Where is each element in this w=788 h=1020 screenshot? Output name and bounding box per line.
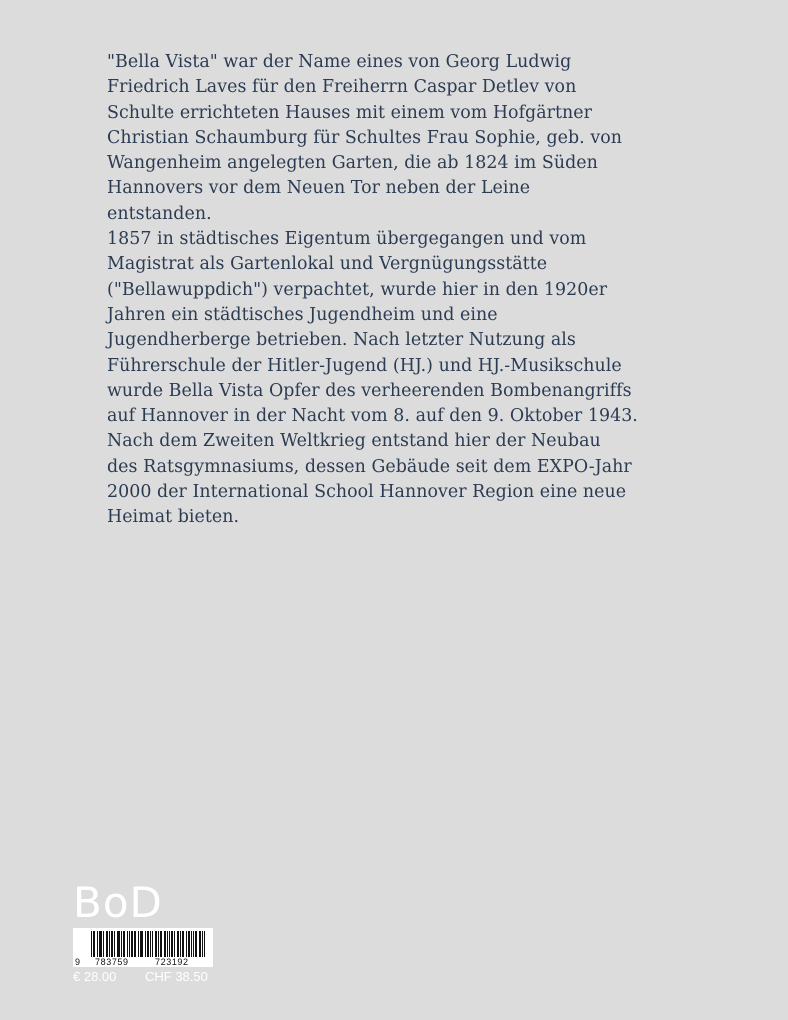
price-chf: CHF 38.50: [145, 969, 208, 984]
barcode-bar: [199, 931, 200, 957]
blurb-line: Heimat bieten.: [107, 507, 240, 528]
barcode-bar: [118, 931, 119, 957]
barcode-bar: [141, 931, 142, 957]
blurb-line: Nach dem Zweiten Weltkrieg entstand hier der Neubau: [107, 431, 601, 452]
barcode-bar: [172, 931, 173, 957]
blurb-line: Magistrat als Gartenlokal und Vergnügungsstätte: [107, 254, 548, 275]
blurb-line: wurde Bella Vista Opfer des verheerenden Bombenangriffs: [107, 380, 632, 401]
barcode-bar: [183, 931, 184, 957]
barcode-bar: [140, 931, 141, 957]
blurb-line: entstanden.: [107, 203, 212, 224]
barcode-bar: [191, 931, 192, 957]
barcode-bar: [177, 931, 178, 957]
barcode-bar: [119, 931, 120, 957]
blurb-line: ("Bellawuppdich") verpachtet, wurde hier in den 1920er: [107, 279, 608, 300]
blurb-line: Hannovers vor dem Neuen Tor neben der Leine: [107, 178, 531, 199]
barcode-bar: [165, 931, 166, 957]
barcode-bar: [148, 931, 149, 957]
publisher-logo: BoD: [73, 878, 163, 927]
blurb-line: Christian Schaumburg für Schultes Frau Sophie, geb. von: [107, 127, 622, 148]
barcode-bar: [193, 931, 194, 957]
barcode-bar: [200, 931, 201, 957]
barcode-bar: [114, 931, 115, 957]
barcode-bar: [178, 931, 179, 957]
blurb-line: 2000 der International School Hannover Region eine neue: [107, 482, 627, 503]
barcode-bar: [99, 931, 100, 957]
barcode-bar: [93, 931, 94, 957]
barcode-bar: [195, 931, 196, 957]
barcode-bar: [123, 931, 124, 957]
barcode-bar: [160, 931, 161, 957]
barcode-bar: [134, 931, 135, 957]
barcode-graphic: [73, 928, 213, 967]
blurb-line: auf Hannover in der Nacht vom 8. auf den 9. Oktober 1943.: [107, 406, 638, 427]
barcode-bar: [103, 931, 104, 957]
barcode-bar: [156, 931, 157, 957]
barcode-bar: [204, 931, 205, 957]
barcode-bar: [147, 931, 148, 957]
barcode-bar: [112, 931, 113, 957]
barcode-bar: [129, 931, 130, 957]
barcode-bar: [171, 931, 172, 957]
barcode-bar: [150, 931, 151, 957]
barcode-bar: [188, 931, 189, 957]
blurb-line: Schulte errichteten Hauses mit einem vom Hofgärtner: [107, 102, 593, 123]
barcode-bar: [124, 931, 125, 957]
barcode-bar: [131, 931, 132, 957]
barcode-bar: [91, 931, 92, 957]
barcode-bar: [164, 931, 165, 957]
price-eur: € 28.00: [73, 969, 117, 984]
barcode-bar: [121, 931, 122, 957]
barcode-bar: [152, 931, 153, 957]
barcode-bar: [111, 931, 112, 957]
barcode-bar: [109, 931, 110, 957]
barcode-bar: [174, 931, 175, 957]
blurb-line: Führerschule der Hitler-Jugend (HJ.) und HJ.-Musikschule: [107, 355, 622, 376]
barcode-bar: [158, 931, 159, 957]
barcode-bar: [155, 931, 156, 957]
barcode-bar: [127, 931, 128, 957]
barcode-bar: [117, 931, 118, 957]
blurb-text: [107, 50, 707, 531]
barcode-bar: [167, 931, 168, 957]
blurb-line: Jahren ein städtisches Jugendheim und eine: [107, 304, 498, 325]
barcode-bar: [106, 931, 107, 957]
barcode-bar: [182, 931, 183, 957]
barcode-bar: [132, 931, 133, 957]
isbn-barcode: [73, 928, 213, 967]
barcode-bar: [196, 931, 197, 957]
blurb-line: 1857 in städtisches Eigentum übergegangen und vom: [107, 229, 587, 250]
barcode-bar: [100, 931, 101, 957]
barcode-bar: [138, 931, 139, 957]
barcode-digits-left: 783759: [95, 957, 129, 967]
barcode-bar: [97, 931, 98, 957]
blurb-line: Jugendherberge betrieben. Nach letzter Nutzung als: [107, 330, 576, 351]
barcode-bar: [169, 931, 170, 957]
barcode-bar: [180, 931, 181, 957]
barcode-bar: [107, 931, 108, 957]
barcode-bar: [145, 931, 146, 957]
barcode-bar: [161, 931, 162, 957]
blurb-line: Wangenheim angelegten Garten, die ab 1824 im Süden: [107, 153, 598, 174]
barcode-bar: [186, 931, 187, 957]
barcode-bar: [202, 931, 203, 957]
barcode-bar: [94, 931, 95, 957]
barcode-digit-lead: 9: [75, 957, 81, 967]
blurb-line: Friedrich Laves für den Freiherrn Caspar Detlev von: [107, 77, 577, 98]
blurb-line: des Ratsgymnasiums, dessen Gebäude seit dem EXPO-Jahr: [107, 456, 632, 477]
barcode-bar: [189, 931, 190, 957]
barcode-bar: [101, 931, 102, 957]
blurb-line: "Bella Vista" war der Name eines von Georg Ludwig: [107, 52, 572, 72]
barcode-bar: [142, 931, 143, 957]
barcode-digits-right: 723192: [155, 957, 189, 967]
barcode-bar: [135, 931, 136, 957]
